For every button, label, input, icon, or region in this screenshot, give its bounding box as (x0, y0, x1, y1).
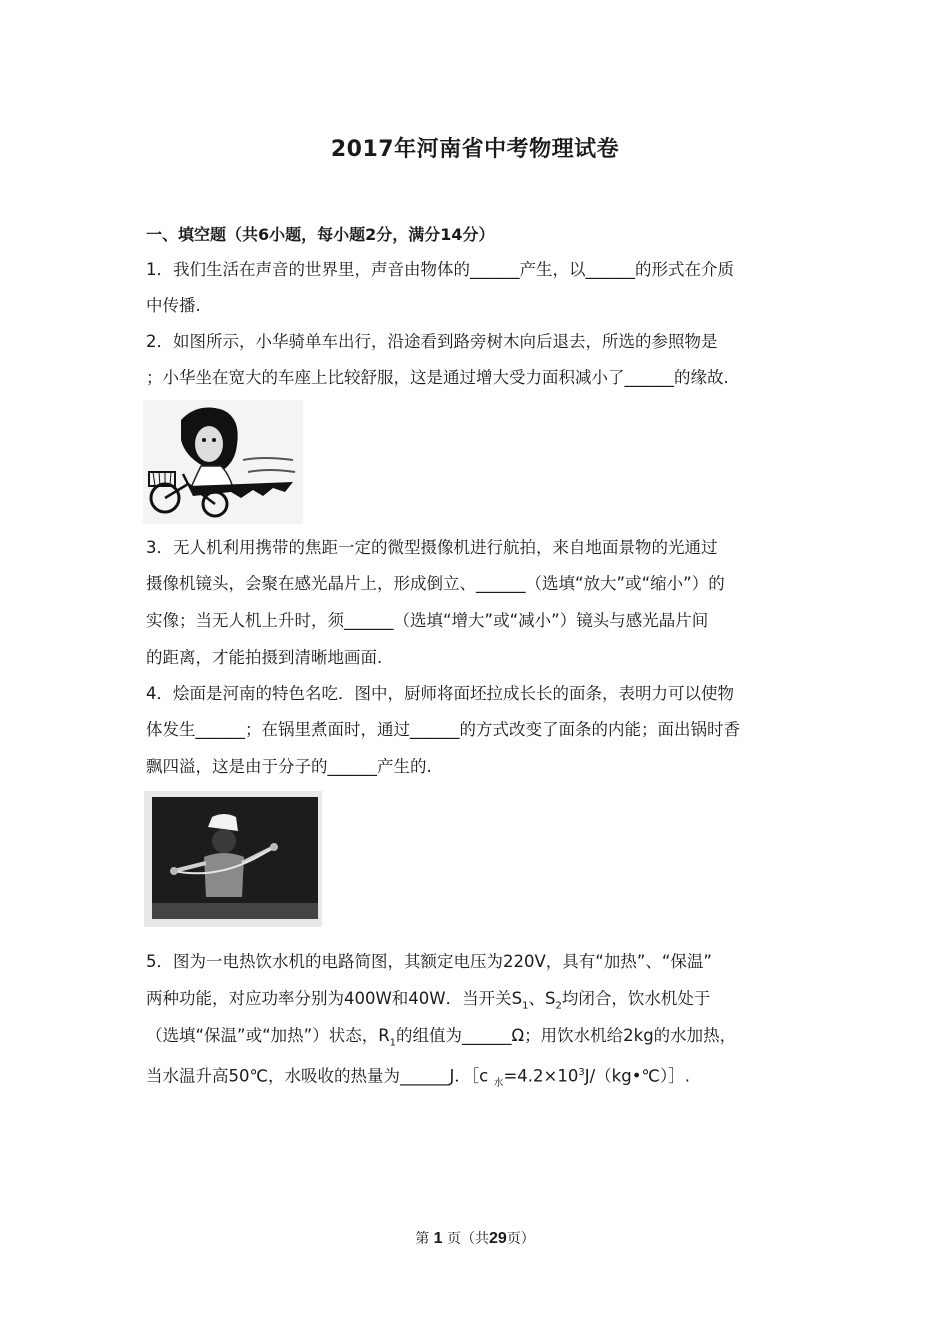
section-heading: 一、填空题（共6小题，每小题2分，满分14分） (146, 225, 495, 244)
question-4-line-2: 体发生______；在锅里煮面时，通过______的方式改变了面条的内能；面出锅时香 (146, 720, 740, 739)
question-4-line-3: 飘四溢，这是由于分子的______产生的. (146, 757, 432, 776)
page-footer: 第 1 页（共29页） (415, 1230, 535, 1247)
question-2-line-2: ；小华坐在宽大的车座上比较舒服，这是通过增大受力面积减小了______的缘故. (146, 368, 729, 387)
question-5-line-2: 两种功能，对应功率分别为400W和40W．当开关$S_1$、$S_2$均闭合，饮水机处于 (146, 989, 711, 1012)
chef-figure (144, 791, 322, 927)
document-title: 2017年河南省中考物理试卷 (330, 137, 620, 162)
question-1-line-2: 中传播. (146, 296, 201, 315)
question-3-line-4: 的距离，才能拍摄到清晰地画面. (146, 648, 383, 667)
question-5-line-3: （选填“保温”或“加热”）状态，$R_1$的组值为______Ω；用饮水机给2kg的水加热， (146, 1026, 737, 1049)
question-4-line-1: 4．烩面是河南的特色名吃．图中，厨师将面坯拉成长长的面条，表明力可以使物 (146, 684, 734, 703)
question-3-line-1: 3．无人机利用携带的焦距一定的微型摄像机进行航拍，来自地面景物的光通过 (146, 538, 718, 557)
question-3-line-2: 摄像机镜头，会聚在感光晶片上，形成倒立、______（选填“放大”或“缩小”）的 (146, 574, 725, 593)
question-5-line-1: 5．图为一电热饮水机的电路简图，其额定电压为220V，具有“加热”、“保温” (146, 952, 712, 971)
question-5-line-4: 当水温升高50℃，水吸收的热量为______J．［c $_水=4.2\times 10^3J/(kg•℃)]$. (146, 1066, 690, 1089)
question-2-line-1: 2．如图所示，小华骑单车出行，沿途看到路旁树木向后退去，所选的参照物是 (146, 332, 718, 351)
question-1-line-1: 1．我们生活在声音的世界里，声音由物体的______产生，以______的形式在介质 (146, 260, 734, 279)
cyclist-figure (143, 400, 303, 524)
question-3-line-3: 实像；当无人机上升时，须______（选填“增大”或“减小”）镜头与感光晶片间 (146, 611, 709, 630)
